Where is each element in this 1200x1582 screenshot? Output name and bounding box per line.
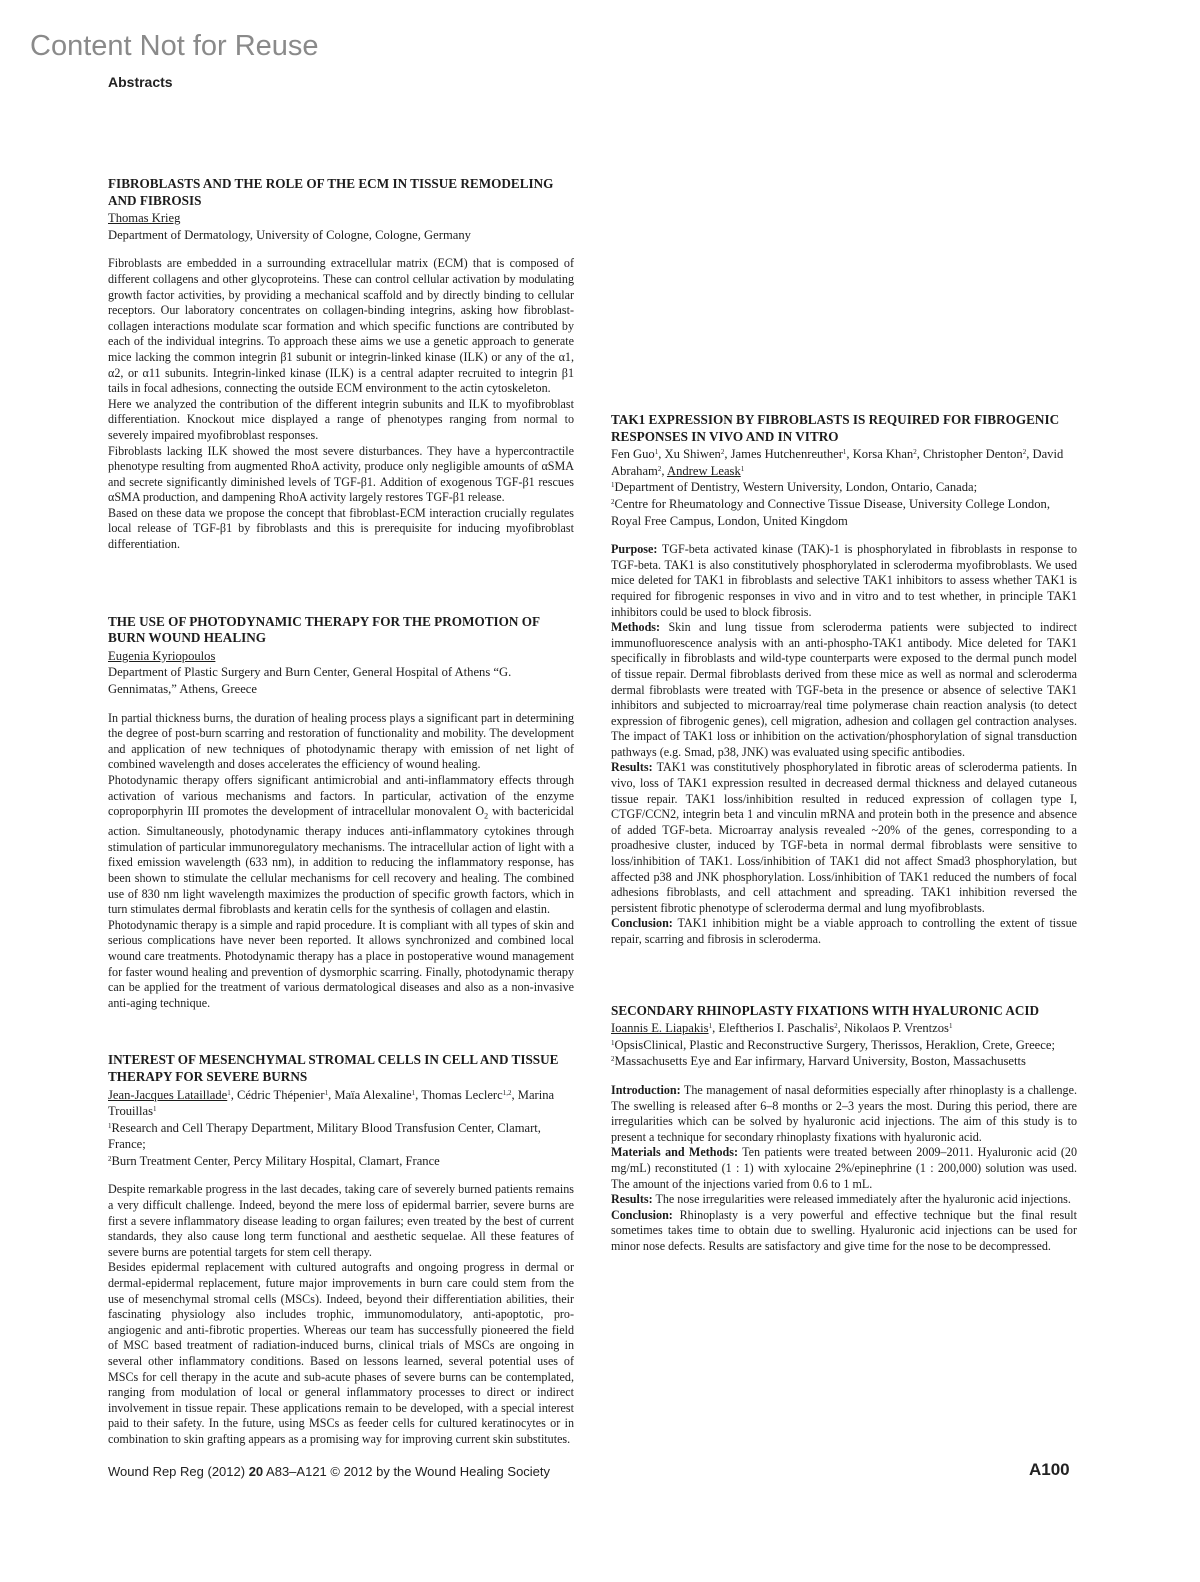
abstract-meta [611, 1020, 1077, 1070]
author-list: Ioannis E. Liapakis$^1$, Eleftherios I. Paschalis$^2$, Nikolaos P. Vrentzos$^1$ [611, 1021, 953, 1036]
affiliation: $^1$Research and Cell Therapy Department, Military Blood Transfusion Center, Clamart, France; [108, 1120, 541, 1152]
paragraph: Photodynamic therapy is a simple and rapid procedure. It is compliant with all types of skin and serious complications have never been reported. It allows synchronized and combined local wound care treatments. Photodynamic therapy has a place in postoperative wound management for faster wound healing and prevention of dysmorphic scarring. Finally, photodynamic therapy can be applied for the treatment of various dermatological diseases and also as a non-invasive anti-aging technique. [108, 917, 574, 1010]
affiliation: Department of Dermatology, University of Cologne, Cologne, Germany [108, 227, 471, 242]
methods-paragraph: Materials and Methods: Ten patients were treated between 2009–2011. Hyaluronic acid (20 mg/mL) reconstituted (1 : 1) with xylocaine 2%/epinephrine (1 : 200,000) solution was used. The amount of the injections varied from 0.6 to 1 mL. [611, 1145, 1077, 1191]
abstract-title: TAK1 EXPRESSION BY FIBROBLASTS IS REQUIRED FOR FIBROGENIC RESPONSES IN VIVO AND IN VITRO [611, 412, 1060, 444]
left-column [108, 176, 574, 1448]
results-paragraph: Results: TAK1 was constitutively phosphorylated in fibrotic areas of scleroderma patients. In vivo, loss of TAK1 expression resulted in decreased dermal thickness and delayed cutaneous tissue repair. TAK1 loss/inhibition resulted in reduced expression of collagen type I, CTGF/CCN2, integrin beta 1 and vinculin mRNA and protein both in the presence and absence of added TGF-beta. Microarray analysis revealed ~20% of the genes, corresponding to a proadhesive cluster, induced by TGF-beta in normal dermal fibroblasts were sensitive to loss/inhibition of TAK1. Loss/inhibition of TAK1 did not affect Smad3 phosphorylation, but affected p38 and JNK phosphorylation. Loss/inhibition of TAK1 reduced the numbers of focal adhesions fibroblasts, and cell attachment and spreading. TAK1 inhibition reversed the persistent fibrotic phenotype of scleroderma dermal and lung myofibroblasts. [611, 760, 1077, 915]
abstract-secondary-rhinoplasty [611, 1003, 1077, 1255]
author-list: Jean-Jacques Lataillade$^1$, Cédric Thépenier$^1$, Maïa Alexaline$^1$, Thomas Leclerc$^{1,2}$, Marina Trouillas$^1$ [108, 1087, 555, 1119]
introduction-paragraph: Introduction: The management of nasal deformities especially after rhinoplasty is a challenge. The swelling is released after 6–8 months or 2–3 years the most. During this period, there are irregularities which can be solved by hyaluronic acid injections. The aim of this study is to present a technique for secondary rhinoplasty fixations with hyaluronic acid. [611, 1082, 1077, 1144]
watermark: Content Not for Reuse [30, 30, 319, 62]
abstract-tak1-expression [611, 412, 1077, 948]
author-name: Thomas Krieg [108, 211, 181, 226]
abstract-photodynamic-therapy [108, 614, 574, 1012]
page-number: A100 [1029, 1460, 1070, 1479]
results-paragraph: Results: The nose irregularities were released immediately after the hyaluronic acid injections. [611, 1192, 1071, 1207]
abstract-meta [108, 210, 574, 243]
paragraph: Based on these data we propose the concept that fibroblast-ECM interaction crucially regulates local release of TGF-β1 by fibroblasts and this is prerequisite for inducing myofibroblast differentiation. [108, 505, 574, 552]
affiliation: $^2$Centre for Rheumatology and Connective Tissue Disease, University College London, Royal Free Campus, London, United Kingdom [611, 496, 1050, 528]
affiliation: $^1$OpsisClinical, Plastic and Reconstructive Surgery, Therissos, Heraklion, Crete, Greece; [611, 1037, 1055, 1052]
paragraph: Here we analyzed the contribution of the different integrin subunits and ILK to myofibroblast differentiation. Knockout mice displayed a range of phenotypes ranging from normal to severely impaired myofibroblast responses. [108, 396, 574, 442]
abstract-title: INTEREST OF MESENCHYMAL STROMAL CELLS IN CELL AND TISSUE THERAPY FOR SEVERE BURNS [108, 1052, 559, 1084]
abstract-title: FIBROBLASTS AND THE ROLE OF THE ECM IN TISSUE REMODELING AND FIBROSIS [108, 176, 554, 208]
author-list: Fen Guo$^1$, Xu Shiwen$^2$, James Hutchenreuther$^1$, Korsa Khan$^2$, Christopher Denton$^2$, David Abraham$^2$, Andrew Leask$^1$ [611, 447, 1064, 478]
paragraph: Besides epidermal replacement with cultured autografts and ongoing progress in dermal or dermal-epidermal replacement, future major improvements in burn care could stem from the use of mesenchymal stromal cells (MSCs). Indeed, beyond their differentiation abilities, their fascinating physiology also includes trophic, immunomodulatory, anti-apoptotic, pro-angiogenic and anti-fibrotic properties. Whereas our team has successfully pioneered the field of MSC based treatment of radiation-induced burns, clinical trials of MSCs are ongoing in several other inflammatory conditions. Based on lessons learned, several potential uses of MSCs for cell therapy in the acute and sub-acute phases of severe burns can be contemplated, ranging from modulation of local or general inflammatory processes to direct or indirect involvement in tissue repair. These applications remain to be developed, with a special interest paid to their safety. In the future, using MSCs as feeder cells for cultured keratinocytes or in combination to skin grafting appears as a promising way for improving current skin substitutes. [108, 1260, 574, 1446]
section-heading: Abstracts [108, 74, 173, 90]
abstract-mesenchymal-stromal-cells [108, 1052, 574, 1447]
paragraph: Photodynamic therapy offers significant antimicrobial and anti-inflammatory effects through activation of various mechanisms and factors. In particular, activation of the enzyme coproporphyrin III promotes the development of intracellular monovalent $O_2$ with bactericidal action. Simultaneously, photodynamic therapy induces anti-inflammatory cytokines through stimulation of particular immunoregulatory mechanisms. The intracellular action of light with a fixed emission wavelength (633 nm), in addition to reducing the inflammatory response, has been shown to stimulate the cellular mechanisms for cell recovery and healing. The combined use of 830 nm light wavelength maximizes the production of specific growth factors, which in turn stimulates dermal fibroblasts and keratin cells for the synthesis of collagen and elastin. [108, 773, 575, 917]
affiliation: $^2$Massachusetts Eye and Ear infirmary, Harvard University, Boston, Massachusetts [611, 1054, 1026, 1069]
conclusion-paragraph: Conclusion: TAK1 inhibition might be a viable approach to controlling the extent of tissue repair, scarring and fibrosis in scleroderma. [611, 916, 1077, 946]
methods-paragraph: Methods: Skin and lung tissue from scleroderma patients were subjected to indirect immunofluorescence analysis with an anti-phospho-TAK1 antibody. Mice deleted for TAK1 specifically in fibroblasts and wild-type counterparts were exposed to the dermal punch model of tissue repair. Dermal fibroblasts derived from these mice as well as normal and scleroderma dermal fibroblasts were treated with TGF-beta in the presence or absence of selective TAK1 inhibitors and subjected to microarray/real time polymerase chain reaction analysis (to detect expression of fibrogenic genes), cell migration, adhesion and collagen gel contraction analyses. The impact of TAK1 loss or inhibition on the activation/phosphorylation of signal transduction pathways (e.g. Smad, p38, JNK) was evaluated using specific antibodies. [611, 620, 1077, 759]
purpose-paragraph: Purpose: TGF-beta activated kinase (TAK)-1 is phosphorylated in fibroblasts in response to TGF-beta. TAK1 is also constitutively phosphorylated in scleroderma myofibroblasts. We used mice deleted for TAK1 in fibroblasts and selective TAK1 inhibitors to assess whether TAK1 is required for fibrogenic responses in vivo and in vitro and to test whether, in principle TAK1 inhibitors could be used to block fibrosis. [611, 542, 1077, 619]
paragraph: Fibroblasts are embedded in a surrounding extracellular matrix (ECM) that is composed of different collagens and other glycoproteins. These can control cellular activation by modulating growth factor activities, by providing a mechanical scaffold and by directly binding to cellular receptors. Our laboratory concentrates on collagen-binding integrins, asking how fibroblast-collagen interactions modulate scar formation and which specific functions are contributed by each of the individual integrins. To approach these aims we use a genetic approach to generate mice lacking the common integrin β1 subunit or integrin-linked kinase (ILK) or any of the α1, α2, or α11 subunits. Integrin-linked kinase (ILK) is a central adapter recruited to integrin β1 tails in focal adhesions, connecting the outside ECM environment to the actin cytoskeleton. [108, 256, 574, 396]
abstract-meta [611, 446, 1077, 529]
abstract-title: THE USE OF PHOTODYNAMIC THERAPY FOR THE PROMOTION OF BURN WOUND HEALING [108, 613, 540, 646]
journal-citation: Wound Rep Reg (2012) 20 A83–A121 © 2012 by the Wound Healing Society [108, 1464, 551, 1479]
paragraph: Fibroblasts lacking ILK showed the most severe disturbances. They have a hypercontractile phenotype resulting from augmented RhoA activity, produce only negligible amounts of αSMA and secrete significantly diminished levels of TGF-β1. Addition of exogenous TGF-β1 rescues αSMA production, and dampening RhoA activity largely restores TGF-β1 release. [108, 443, 574, 505]
affiliation: $^2$Burn Treatment Center, Percy Military Hospital, Clamart, France [108, 1153, 440, 1168]
conclusion-paragraph: Conclusion: Rhinoplasty is a very powerful and effective technique but the final result sometimes takes time to obtain due to swelling. Hyaluronic acid injections can be used for minor nose defects. Results are satisfactory and give time for the nose to be decompressed. [611, 1207, 1077, 1253]
paragraph: In partial thickness burns, the duration of healing process plays a significant part in determining the degree of post-burn scarring and restoration of functionality and mobility. The development and application of new techniques of photodynamic therapy with emission of net light of combined wavelength and doses accelerates the efficiency of wound healing. [108, 710, 574, 772]
right-column [611, 176, 1077, 1255]
author-name: Eugenia Kyriopoulos [108, 648, 216, 663]
abstract-meta [108, 648, 574, 698]
affiliation: $^1$Department of Dentistry, Western University, London, Ontario, Canada; [611, 480, 978, 495]
abstract-fibroblasts-ecm [108, 176, 574, 553]
abstract-title: SECONDARY RHINOPLASTY FIXATIONS WITH HYALURONIC ACID [611, 1002, 1040, 1018]
paragraph: Despite remarkable progress in the last decades, taking care of severely burned patients remains a very difficult challenge. Indeed, beyond the mere loss of epidermal barrier, severe burns are first a severe inflammatory disease leading to organ failures; even treated by the best of current standards, they also cause long term functional and aesthetic sequelae. All these features of severe burns are potential targets for stem cell therapy. [108, 1182, 574, 1259]
affiliation: Department of Plastic Surgery and Burn Center, General Hospital of Athens “G. Gennimatas,” Athens, Greece [108, 665, 512, 697]
abstract-meta [108, 1087, 574, 1170]
